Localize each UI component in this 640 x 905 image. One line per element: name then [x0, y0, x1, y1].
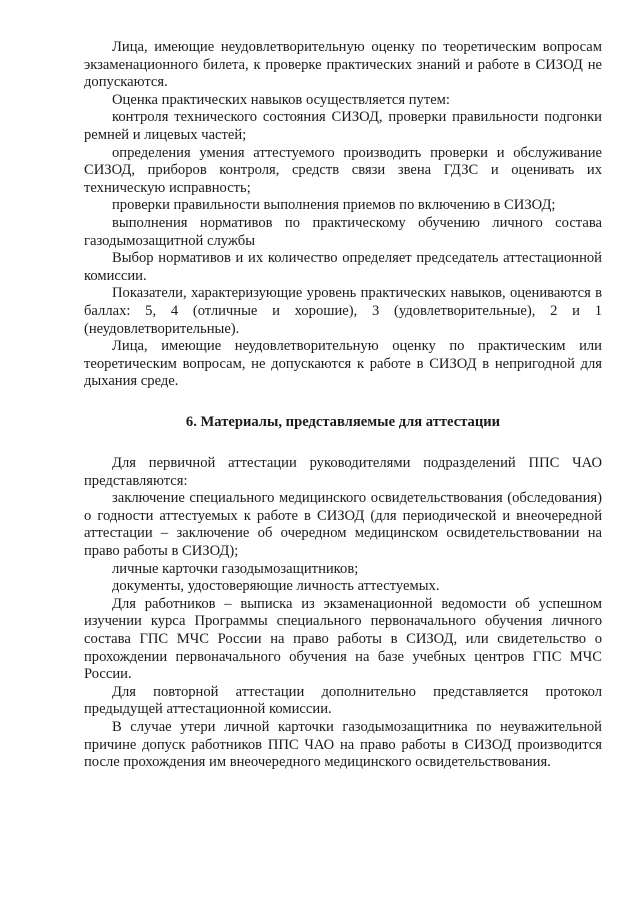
paragraph-lost-card: В случае утери личной карточки газодымозащитника по неуважительной причине допуск работников ППС ЧАО на право работы в СИЗОД производится после прохождения им внеочередного медицинского освидетельствования. [84, 718, 602, 771]
section-5-text-block [84, 39, 602, 391]
paragraph-technical-check: контроля технического состояния СИЗОД, проверки правильности подгонки ремней и лицевых частей; [84, 109, 602, 143]
paragraph-theory-fail: Лица, имеющие неудовлетворительную оценку по теоретическим вопросам экзаменационного билета, к проверке практических знаний и работе в СИЗОД не допускаются. [84, 39, 602, 91]
paragraph-service-skills: определения умения аттестуемого производить проверки и обслуживание СИЗОД, приборов контроля, средств связи звена ГДЗС и оценивать их техническую исправность; [84, 144, 602, 196]
paragraph-exam-extract: Для работников – выписка из экзаменационной ведомости об успешном изучении курса Программы специального первоначального обучения личного состава ГПС МЧС России на право работы в СИЗОД, или свидетельство о прохождении первоначального обучения на базе учебных центров ГПС МЧС России. [84, 595, 602, 683]
paragraph-identity-documents: документы, удостоверяющие личность аттестуемых. [112, 578, 440, 595]
paragraph-practical-assessment-intro: Оценка практических навыков осуществляется путем: [112, 91, 450, 108]
paragraph-standards: выполнения нормативов по практическому обучению личного состава газодымозащитной службы [84, 214, 602, 249]
section-6-heading: 6. Материалы, представляемые для аттестации [185, 414, 501, 430]
paragraph-admission-denied: Лица, имеющие неудовлетворительную оценку по практическим или теоретическим вопросам, не допускаются к работе в СИЗОД в непригодной для дыхания среде. [84, 338, 602, 390]
paragraph-personal-cards: личные карточки газодымозащитников; [112, 560, 359, 577]
paragraph-standards-selection: Выбор нормативов и их количество определяет председатель аттестационной комиссии. [84, 250, 602, 284]
paragraph-scoring: Показатели, характеризующие уровень практических навыков, оцениваются в баллах: 5, 4 (отличные и хорошие), 3 (удовлетворительные), 2 и 1 (неудовлетворительные). [84, 285, 602, 337]
paragraph-repeat-attestation: Для повторной аттестации дополнительно представляется протокол предыдущей аттестационной комиссии. [84, 683, 602, 718]
section-6-text-block [84, 455, 602, 772]
paragraph-primary-attestation: Для первичной аттестации руководителями подразделений ППС ЧАО представляются: [84, 455, 602, 489]
paragraph-activation-check: проверки правильности выполнения приемов по включению в СИЗОД; [112, 197, 556, 214]
paragraph-medical-conclusion: заключение специального медицинского освидетельствования (обследования) о годности аттестуемых к работе в СИЗОД (для периодической и внеочередной аттестации – заключение об очередном медицинском освидетельствовании на право работы в СИЗОД); [84, 490, 602, 559]
